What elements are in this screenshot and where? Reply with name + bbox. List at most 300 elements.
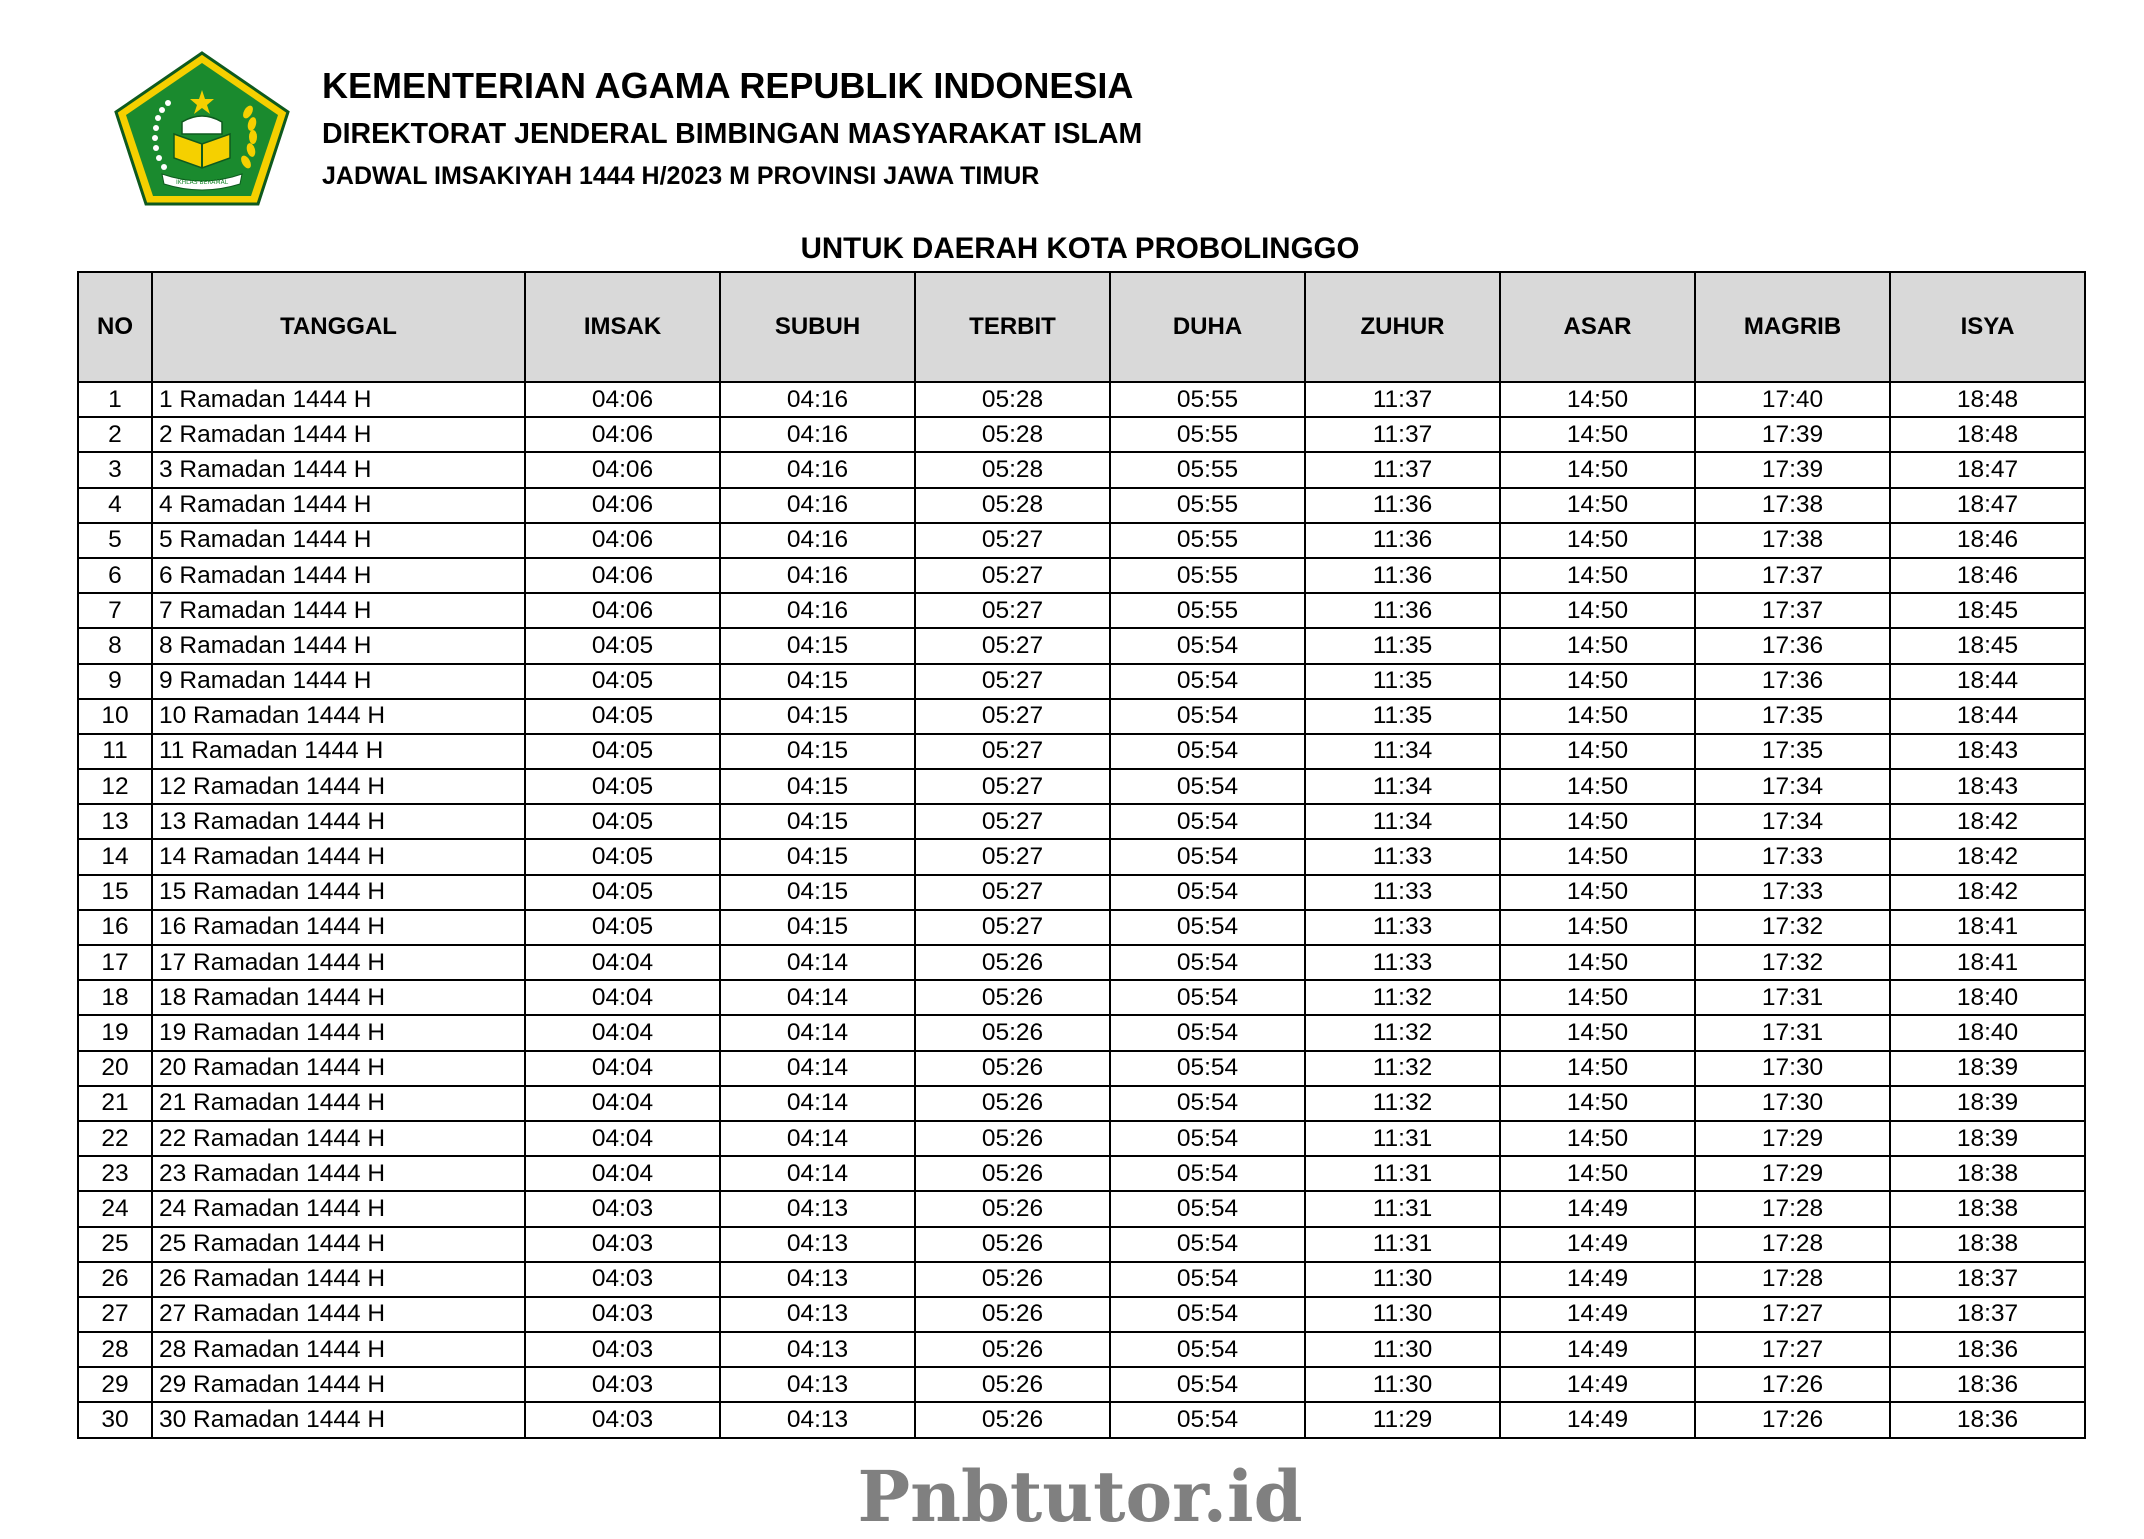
- cell-terbit: 05:26: [915, 1086, 1110, 1121]
- cell-zuhur: 11:33: [1305, 875, 1500, 910]
- cell-terbit: 05:27: [915, 664, 1110, 699]
- cell-tanggal: 5 Ramadan 1444 H: [152, 523, 525, 558]
- cell-tanggal: 19 Ramadan 1444 H: [152, 1015, 525, 1050]
- cell-imsak: 04:04: [525, 945, 720, 980]
- cell-isya: 18:42: [1890, 839, 2085, 874]
- cell-zuhur: 11:32: [1305, 1086, 1500, 1121]
- cell-duha: 05:54: [1110, 910, 1305, 945]
- cell-tanggal: 1 Ramadan 1444 H: [152, 382, 525, 417]
- cell-no: 21: [78, 1086, 152, 1121]
- table-row: [78, 452, 2085, 487]
- cell-tanggal: 10 Ramadan 1444 H: [152, 699, 525, 734]
- cell-zuhur: 11:34: [1305, 804, 1500, 839]
- cell-duha: 05:54: [1110, 945, 1305, 980]
- table-row: [78, 769, 2085, 804]
- cell-subuh: 04:13: [720, 1191, 915, 1226]
- cell-duha: 05:54: [1110, 628, 1305, 663]
- cell-imsak: 04:03: [525, 1191, 720, 1226]
- cell-no: 13: [78, 804, 152, 839]
- cell-magrib: 17:27: [1695, 1297, 1890, 1332]
- cell-tanggal: 12 Ramadan 1444 H: [152, 769, 525, 804]
- cell-no: 23: [78, 1156, 152, 1191]
- cell-asar: 14:50: [1500, 417, 1695, 452]
- imsakiyah-table: [77, 271, 2086, 1439]
- cell-isya: 18:36: [1890, 1367, 2085, 1402]
- col-header-terbit: TERBIT: [915, 272, 1110, 382]
- cell-zuhur: 11:30: [1305, 1367, 1500, 1402]
- table-row: [78, 804, 2085, 839]
- cell-subuh: 04:14: [720, 1086, 915, 1121]
- cell-subuh: 04:16: [720, 417, 915, 452]
- cell-isya: 18:46: [1890, 523, 2085, 558]
- cell-subuh: 04:15: [720, 804, 915, 839]
- cell-no: 6: [78, 558, 152, 593]
- cell-zuhur: 11:29: [1305, 1402, 1500, 1437]
- cell-tanggal: 4 Ramadan 1444 H: [152, 488, 525, 523]
- cell-imsak: 04:05: [525, 769, 720, 804]
- cell-imsak: 04:05: [525, 839, 720, 874]
- cell-imsak: 04:03: [525, 1262, 720, 1297]
- cell-imsak: 04:06: [525, 417, 720, 452]
- cell-duha: 05:54: [1110, 804, 1305, 839]
- cell-magrib: 17:39: [1695, 452, 1890, 487]
- cell-imsak: 04:03: [525, 1297, 720, 1332]
- cell-imsak: 04:05: [525, 734, 720, 769]
- cell-terbit: 05:26: [915, 1051, 1110, 1086]
- cell-asar: 14:50: [1500, 910, 1695, 945]
- cell-zuhur: 11:36: [1305, 558, 1500, 593]
- cell-subuh: 04:14: [720, 1121, 915, 1156]
- cell-no: 29: [78, 1367, 152, 1402]
- table-row: [78, 417, 2085, 452]
- cell-tanggal: 14 Ramadan 1444 H: [152, 839, 525, 874]
- cell-subuh: 04:15: [720, 769, 915, 804]
- cell-magrib: 17:33: [1695, 875, 1890, 910]
- cell-no: 4: [78, 488, 152, 523]
- table-row: [78, 1297, 2085, 1332]
- cell-imsak: 04:04: [525, 1086, 720, 1121]
- cell-subuh: 04:16: [720, 488, 915, 523]
- cell-tanggal: 21 Ramadan 1444 H: [152, 1086, 525, 1121]
- cell-imsak: 04:05: [525, 628, 720, 663]
- cell-subuh: 04:14: [720, 980, 915, 1015]
- cell-asar: 14:50: [1500, 769, 1695, 804]
- cell-isya: 18:48: [1890, 382, 2085, 417]
- cell-terbit: 05:26: [915, 1015, 1110, 1050]
- cell-asar: 14:50: [1500, 558, 1695, 593]
- cell-isya: 18:46: [1890, 558, 2085, 593]
- cell-magrib: 17:31: [1695, 1015, 1890, 1050]
- cell-duha: 05:54: [1110, 1297, 1305, 1332]
- cell-tanggal: 3 Ramadan 1444 H: [152, 452, 525, 487]
- cell-terbit: 05:27: [915, 804, 1110, 839]
- col-header-subuh: SUBUH: [720, 272, 915, 382]
- cell-magrib: 17:29: [1695, 1156, 1890, 1191]
- cell-no: 19: [78, 1015, 152, 1050]
- cell-magrib: 17:35: [1695, 699, 1890, 734]
- cell-terbit: 05:26: [915, 1402, 1110, 1437]
- cell-terbit: 05:28: [915, 417, 1110, 452]
- cell-isya: 18:38: [1890, 1156, 2085, 1191]
- table-row: [78, 734, 2085, 769]
- cell-duha: 05:55: [1110, 417, 1305, 452]
- cell-isya: 18:36: [1890, 1402, 2085, 1437]
- table-row: [78, 1262, 2085, 1297]
- cell-asar: 14:50: [1500, 945, 1695, 980]
- cell-terbit: 05:26: [915, 1367, 1110, 1402]
- cell-magrib: 17:28: [1695, 1227, 1890, 1262]
- cell-terbit: 05:27: [915, 558, 1110, 593]
- cell-asar: 14:50: [1500, 382, 1695, 417]
- cell-no: 16: [78, 910, 152, 945]
- table-row: [78, 664, 2085, 699]
- cell-no: 28: [78, 1332, 152, 1367]
- cell-zuhur: 11:31: [1305, 1191, 1500, 1226]
- cell-isya: 18:37: [1890, 1262, 2085, 1297]
- cell-imsak: 04:04: [525, 1015, 720, 1050]
- cell-terbit: 05:26: [915, 945, 1110, 980]
- cell-isya: 18:36: [1890, 1332, 2085, 1367]
- cell-subuh: 04:16: [720, 523, 915, 558]
- cell-tanggal: 20 Ramadan 1444 H: [152, 1051, 525, 1086]
- cell-duha: 05:54: [1110, 1227, 1305, 1262]
- cell-tanggal: 17 Ramadan 1444 H: [152, 945, 525, 980]
- cell-zuhur: 11:32: [1305, 1051, 1500, 1086]
- table-row: [78, 523, 2085, 558]
- cell-magrib: 17:26: [1695, 1402, 1890, 1437]
- cell-magrib: 17:30: [1695, 1051, 1890, 1086]
- table-row: [78, 1121, 2085, 1156]
- cell-no: 2: [78, 417, 152, 452]
- cell-tanggal: 11 Ramadan 1444 H: [152, 734, 525, 769]
- cell-subuh: 04:13: [720, 1367, 915, 1402]
- cell-asar: 14:50: [1500, 875, 1695, 910]
- cell-magrib: 17:34: [1695, 804, 1890, 839]
- col-header-no: NO: [78, 272, 152, 382]
- cell-subuh: 04:16: [720, 593, 915, 628]
- cell-isya: 18:43: [1890, 734, 2085, 769]
- cell-magrib: 17:38: [1695, 523, 1890, 558]
- cell-no: 8: [78, 628, 152, 663]
- cell-duha: 05:55: [1110, 488, 1305, 523]
- cell-terbit: 05:27: [915, 628, 1110, 663]
- cell-asar: 14:50: [1500, 488, 1695, 523]
- cell-asar: 14:50: [1500, 1051, 1695, 1086]
- cell-tanggal: 27 Ramadan 1444 H: [152, 1297, 525, 1332]
- svg-text:IKHLAS BERAMAL: IKHLAS BERAMAL: [175, 179, 229, 186]
- cell-no: 24: [78, 1191, 152, 1226]
- cell-isya: 18:39: [1890, 1051, 2085, 1086]
- cell-imsak: 04:03: [525, 1332, 720, 1367]
- cell-magrib: 17:30: [1695, 1086, 1890, 1121]
- cell-duha: 05:54: [1110, 1015, 1305, 1050]
- cell-zuhur: 11:33: [1305, 839, 1500, 874]
- col-header-isya: ISYA: [1890, 272, 2085, 382]
- cell-terbit: 05:28: [915, 382, 1110, 417]
- table-row: [78, 593, 2085, 628]
- cell-magrib: 17:36: [1695, 664, 1890, 699]
- cell-tanggal: 26 Ramadan 1444 H: [152, 1262, 525, 1297]
- watermark: Pnbtutor.id: [857, 1455, 1303, 1538]
- document-header: [322, 62, 1142, 196]
- cell-subuh: 04:15: [720, 910, 915, 945]
- cell-asar: 14:50: [1500, 1086, 1695, 1121]
- col-header-duha: DUHA: [1110, 272, 1305, 382]
- cell-terbit: 05:28: [915, 452, 1110, 487]
- cell-duha: 05:54: [1110, 734, 1305, 769]
- table-row: [78, 980, 2085, 1015]
- cell-terbit: 05:26: [915, 1262, 1110, 1297]
- cell-no: 15: [78, 875, 152, 910]
- cell-subuh: 04:14: [720, 1156, 915, 1191]
- cell-subuh: 04:15: [720, 664, 915, 699]
- table-row: [78, 875, 2085, 910]
- cell-imsak: 04:04: [525, 1121, 720, 1156]
- cell-tanggal: 25 Ramadan 1444 H: [152, 1227, 525, 1262]
- ministry-title: KEMENTERIAN AGAMA REPUBLIK INDONESIA: [322, 65, 1134, 106]
- cell-asar: 14:50: [1500, 593, 1695, 628]
- cell-duha: 05:54: [1110, 1402, 1305, 1437]
- cell-magrib: 17:28: [1695, 1191, 1890, 1226]
- cell-terbit: 05:28: [915, 488, 1110, 523]
- cell-duha: 05:54: [1110, 1191, 1305, 1226]
- cell-terbit: 05:26: [915, 1156, 1110, 1191]
- cell-isya: 18:38: [1890, 1191, 2085, 1226]
- cell-zuhur: 11:37: [1305, 417, 1500, 452]
- cell-asar: 14:49: [1500, 1402, 1695, 1437]
- cell-asar: 14:49: [1500, 1332, 1695, 1367]
- cell-asar: 14:49: [1500, 1262, 1695, 1297]
- cell-terbit: 05:27: [915, 875, 1110, 910]
- cell-zuhur: 11:34: [1305, 734, 1500, 769]
- cell-terbit: 05:26: [915, 980, 1110, 1015]
- table-row: [78, 1015, 2085, 1050]
- col-header-zuhur: ZUHUR: [1305, 272, 1500, 382]
- cell-no: 17: [78, 945, 152, 980]
- cell-asar: 14:50: [1500, 699, 1695, 734]
- cell-subuh: 04:16: [720, 382, 915, 417]
- cell-isya: 18:47: [1890, 488, 2085, 523]
- cell-terbit: 05:27: [915, 839, 1110, 874]
- cell-magrib: 17:32: [1695, 910, 1890, 945]
- cell-imsak: 04:06: [525, 488, 720, 523]
- table-row: [78, 1191, 2085, 1226]
- cell-asar: 14:50: [1500, 1015, 1695, 1050]
- table-row: [78, 1051, 2085, 1086]
- cell-no: 30: [78, 1402, 152, 1437]
- table-body: [78, 382, 2085, 1438]
- cell-tanggal: 16 Ramadan 1444 H: [152, 910, 525, 945]
- table-row: [78, 1402, 2085, 1437]
- cell-tanggal: 8 Ramadan 1444 H: [152, 628, 525, 663]
- cell-magrib: 17:35: [1695, 734, 1890, 769]
- cell-imsak: 04:06: [525, 523, 720, 558]
- table-row: [78, 839, 2085, 874]
- cell-isya: 18:45: [1890, 593, 2085, 628]
- cell-magrib: 17:34: [1695, 769, 1890, 804]
- region-title: UNTUK DAERAH KOTA PROBOLINGGO: [800, 232, 1360, 265]
- table-row: [78, 382, 2085, 417]
- cell-imsak: 04:04: [525, 980, 720, 1015]
- cell-isya: 18:44: [1890, 699, 2085, 734]
- cell-no: 26: [78, 1262, 152, 1297]
- cell-subuh: 04:15: [720, 734, 915, 769]
- cell-zuhur: 11:30: [1305, 1297, 1500, 1332]
- cell-subuh: 04:16: [720, 558, 915, 593]
- cell-zuhur: 11:36: [1305, 488, 1500, 523]
- cell-magrib: 17:33: [1695, 839, 1890, 874]
- cell-subuh: 04:14: [720, 1051, 915, 1086]
- cell-imsak: 04:05: [525, 664, 720, 699]
- cell-no: 27: [78, 1297, 152, 1332]
- cell-imsak: 04:03: [525, 1402, 720, 1437]
- cell-magrib: 17:37: [1695, 593, 1890, 628]
- cell-isya: 18:39: [1890, 1121, 2085, 1156]
- cell-no: 11: [78, 734, 152, 769]
- table-row: [78, 1332, 2085, 1367]
- cell-terbit: 05:27: [915, 910, 1110, 945]
- schedule-title: JADWAL IMSAKIYAH 1444 H/2023 M PROVINSI JAWA TIMUR: [322, 162, 1040, 190]
- cell-zuhur: 11:31: [1305, 1121, 1500, 1156]
- cell-asar: 14:50: [1500, 1156, 1695, 1191]
- kemenag-logo: [112, 50, 292, 208]
- cell-duha: 05:54: [1110, 1262, 1305, 1297]
- cell-duha: 05:54: [1110, 1051, 1305, 1086]
- cell-zuhur: 11:37: [1305, 452, 1500, 487]
- cell-zuhur: 11:32: [1305, 1015, 1500, 1050]
- cell-duha: 05:54: [1110, 980, 1305, 1015]
- cell-terbit: 05:26: [915, 1332, 1110, 1367]
- cell-zuhur: 11:31: [1305, 1156, 1500, 1191]
- cell-zuhur: 11:35: [1305, 699, 1500, 734]
- cell-tanggal: 6 Ramadan 1444 H: [152, 558, 525, 593]
- cell-subuh: 04:13: [720, 1297, 915, 1332]
- cell-terbit: 05:27: [915, 523, 1110, 558]
- cell-isya: 18:43: [1890, 769, 2085, 804]
- cell-terbit: 05:27: [915, 734, 1110, 769]
- cell-no: 5: [78, 523, 152, 558]
- cell-duha: 05:54: [1110, 664, 1305, 699]
- col-header-magrib: MAGRIB: [1695, 272, 1890, 382]
- cell-duha: 05:55: [1110, 593, 1305, 628]
- cell-isya: 18:47: [1890, 452, 2085, 487]
- cell-magrib: 17:29: [1695, 1121, 1890, 1156]
- cell-asar: 14:50: [1500, 980, 1695, 1015]
- cell-isya: 18:42: [1890, 875, 2085, 910]
- cell-no: 22: [78, 1121, 152, 1156]
- cell-duha: 05:55: [1110, 523, 1305, 558]
- cell-subuh: 04:15: [720, 699, 915, 734]
- cell-magrib: 17:39: [1695, 417, 1890, 452]
- cell-tanggal: 23 Ramadan 1444 H: [152, 1156, 525, 1191]
- cell-imsak: 04:03: [525, 1367, 720, 1402]
- cell-isya: 18:42: [1890, 804, 2085, 839]
- cell-no: 7: [78, 593, 152, 628]
- cell-tanggal: 15 Ramadan 1444 H: [152, 875, 525, 910]
- cell-subuh: 04:15: [720, 628, 915, 663]
- cell-zuhur: 11:31: [1305, 1227, 1500, 1262]
- cell-asar: 14:49: [1500, 1297, 1695, 1332]
- table-row: [78, 558, 2085, 593]
- cell-asar: 14:50: [1500, 734, 1695, 769]
- cell-imsak: 04:04: [525, 1156, 720, 1191]
- cell-zuhur: 11:32: [1305, 980, 1500, 1015]
- cell-magrib: 17:26: [1695, 1367, 1890, 1402]
- cell-duha: 05:55: [1110, 558, 1305, 593]
- table-row: [78, 1156, 2085, 1191]
- cell-asar: 14:49: [1500, 1367, 1695, 1402]
- cell-imsak: 04:06: [525, 593, 720, 628]
- table-header-row: [78, 272, 2085, 382]
- cell-zuhur: 11:33: [1305, 945, 1500, 980]
- table-row: [78, 1227, 2085, 1262]
- cell-zuhur: 11:36: [1305, 523, 1500, 558]
- cell-zuhur: 11:34: [1305, 769, 1500, 804]
- cell-subuh: 04:16: [720, 452, 915, 487]
- table-row: [78, 945, 2085, 980]
- cell-magrib: 17:28: [1695, 1262, 1890, 1297]
- cell-terbit: 05:26: [915, 1297, 1110, 1332]
- cell-isya: 18:41: [1890, 910, 2085, 945]
- cell-magrib: 17:31: [1695, 980, 1890, 1015]
- cell-terbit: 05:27: [915, 769, 1110, 804]
- cell-duha: 05:54: [1110, 769, 1305, 804]
- cell-no: 3: [78, 452, 152, 487]
- cell-zuhur: 11:35: [1305, 664, 1500, 699]
- cell-no: 14: [78, 839, 152, 874]
- cell-zuhur: 11:30: [1305, 1332, 1500, 1367]
- cell-tanggal: 2 Ramadan 1444 H: [152, 417, 525, 452]
- cell-magrib: 17:38: [1695, 488, 1890, 523]
- table-row: [78, 628, 2085, 663]
- cell-isya: 18:45: [1890, 628, 2085, 663]
- cell-magrib: 17:37: [1695, 558, 1890, 593]
- cell-asar: 14:50: [1500, 839, 1695, 874]
- cell-zuhur: 11:36: [1305, 593, 1500, 628]
- cell-asar: 14:50: [1500, 452, 1695, 487]
- cell-subuh: 04:13: [720, 1402, 915, 1437]
- cell-duha: 05:55: [1110, 452, 1305, 487]
- cell-terbit: 05:27: [915, 699, 1110, 734]
- cell-imsak: 04:06: [525, 558, 720, 593]
- cell-subuh: 04:15: [720, 875, 915, 910]
- cell-tanggal: 24 Ramadan 1444 H: [152, 1191, 525, 1226]
- cell-zuhur: 11:37: [1305, 382, 1500, 417]
- table-row: [78, 1367, 2085, 1402]
- cell-terbit: 05:26: [915, 1191, 1110, 1226]
- cell-magrib: 17:40: [1695, 382, 1890, 417]
- cell-imsak: 04:05: [525, 699, 720, 734]
- cell-isya: 18:37: [1890, 1297, 2085, 1332]
- cell-imsak: 04:04: [525, 1051, 720, 1086]
- cell-duha: 05:54: [1110, 1156, 1305, 1191]
- cell-imsak: 04:05: [525, 875, 720, 910]
- cell-no: 12: [78, 769, 152, 804]
- cell-asar: 14:50: [1500, 628, 1695, 663]
- cell-asar: 14:50: [1500, 1121, 1695, 1156]
- cell-terbit: 05:26: [915, 1121, 1110, 1156]
- cell-subuh: 04:13: [720, 1332, 915, 1367]
- cell-isya: 18:39: [1890, 1086, 2085, 1121]
- cell-imsak: 04:03: [525, 1227, 720, 1262]
- cell-imsak: 04:05: [525, 910, 720, 945]
- cell-magrib: 17:32: [1695, 945, 1890, 980]
- cell-no: 10: [78, 699, 152, 734]
- cell-isya: 18:38: [1890, 1227, 2085, 1262]
- cell-no: 25: [78, 1227, 152, 1262]
- cell-duha: 05:54: [1110, 1086, 1305, 1121]
- cell-subuh: 04:14: [720, 1015, 915, 1050]
